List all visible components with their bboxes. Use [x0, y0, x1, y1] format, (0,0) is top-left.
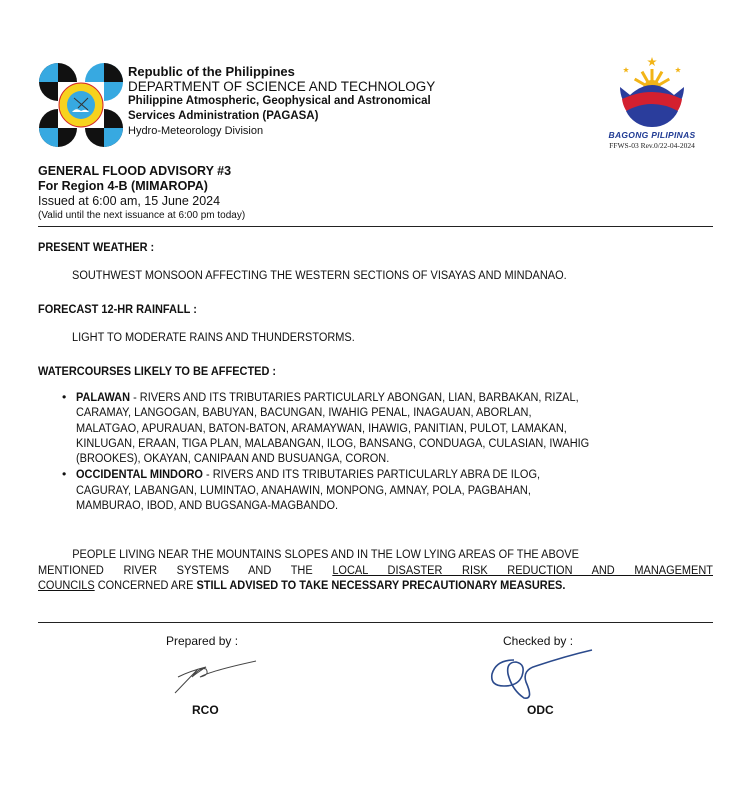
list-item-palawan	[58, 390, 750, 466]
forecast-heading: FORECAST 12-HR RAINFALL :	[38, 302, 197, 316]
councils-underlined: COUNCILS	[38, 578, 95, 592]
advisory-region: For Region 4-B (MIMAROPA)	[38, 179, 208, 193]
prepared-by-label: Prepared by :	[166, 634, 239, 648]
checked-signature	[486, 646, 596, 702]
present-weather-heading: PRESENT WEATHER :	[38, 240, 155, 254]
river-line: MALATGAO, APURAUAN, BATON-BATON, ARAMAYWAN, IHAWIG, PANITIAN, PULOT, LAMAKAN,	[76, 420, 567, 435]
department-line: DEPARTMENT OF SCIENCE AND TECHNOLOGY	[128, 79, 436, 94]
republic-line: Republic of the Philippines	[128, 64, 295, 79]
prepared-signature	[170, 655, 260, 695]
closing-paragraph	[38, 547, 713, 594]
bagong-pilipinas-logo	[612, 55, 692, 130]
footer-divider	[38, 622, 713, 623]
river-line: CAGURAY, LABANGAN, LUMINTAO, ANAHAWIN, MONPONG, AMNAY, POLA, PAGBAHAN,	[76, 482, 531, 497]
pagasa-dost-logo	[38, 62, 124, 148]
division-line: Hydro-Meteorology Division	[128, 125, 264, 137]
river-line: (BROOKES), OKAYAN, CANIPAAN AND BUSUANGA, CORON.	[76, 451, 390, 466]
watercourses-heading: WATERCOURSES LIKELY TO BE AFFECTED :	[38, 364, 277, 378]
river-line: MAMBURAO, IBOD, AND BUGSANGA-MAGBANDO.	[76, 498, 339, 513]
province-name: OCCIDENTAL MINDORO	[76, 467, 203, 482]
advisory-validity: (Valid until the next issuance at 6:00 pm today)	[38, 210, 246, 221]
watercourses-list	[58, 390, 750, 513]
bullet-icon: •	[62, 390, 67, 404]
advisory-issued: Issued at 6:00 am, 15 June 2024	[38, 194, 221, 208]
drrmc-underlined: LOCAL DISASTER RISK REDUCTION AND MANAGEMENT	[332, 562, 713, 577]
checked-by-label: Checked by :	[503, 634, 574, 648]
checked-by-name: ODC	[527, 703, 554, 717]
river-line: - RIVERS AND ITS TRIBUTARIES PARTICULARLY ABRA DE ILOG,	[202, 467, 541, 482]
province-name: PALAWAN	[76, 390, 131, 404]
advisory-title-block	[38, 164, 245, 222]
bagong-pilipinas-caption: BAGONG PILIPINAS	[608, 130, 696, 140]
agency-header	[128, 64, 435, 139]
closing-text: CONCERNED ARE	[94, 578, 197, 592]
closing-line-1: PEOPLE LIVING NEAR THE MOUNTAINS SLOPES AND IN THE LOW LYING AREAS OF THE ABOVE	[72, 547, 579, 561]
closing-text: MENTIONED RIVER SYSTEMS AND THE	[38, 562, 333, 577]
present-weather-text: SOUTHWEST MONSOON AFFECTING THE WESTERN SECTIONS OF VISAYAS AND MINDANAO.	[72, 268, 567, 282]
bullet-icon: •	[62, 467, 67, 482]
river-line: KINLUGAN, ERAAN, TIGA PLAN, MALABANGAN, ILOG, BANSANG, CONDUAGA, CULASIAN, IWAHIG	[76, 435, 590, 450]
closing-line-3	[38, 578, 713, 594]
header-divider	[38, 226, 713, 227]
prepared-by-name: RCO	[192, 703, 219, 717]
list-item-occidental-mindoro	[58, 467, 750, 513]
pagasa-line-2: Services Administration (PAGASA)	[128, 110, 319, 122]
advisory-title: GENERAL FLOOD ADVISORY #3	[38, 164, 232, 178]
form-code: FFWS-03 Rev.0/22-04-2024	[609, 141, 695, 150]
advice-bold: STILL ADVISED TO TAKE NECESSARY PRECAUTIONARY MEASURES.	[196, 578, 566, 592]
river-line: - RIVERS AND ITS TRIBUTARIES PARTICULARLY ABONGAN, LIAN, BARBAKAN, RIZAL,	[130, 390, 579, 404]
closing-line-2	[38, 563, 713, 579]
forecast-text: LIGHT TO MODERATE RAINS AND THUNDERSTORMS.	[72, 330, 355, 344]
pagasa-line-1: Philippine Atmospheric, Geophysical and Astronomical	[128, 95, 431, 107]
river-line: CARAMAY, LANGOGAN, BABUYAN, BACUNGAN, IWAHIG PENAL, INAGAUAN, ABORLAN,	[76, 405, 532, 420]
